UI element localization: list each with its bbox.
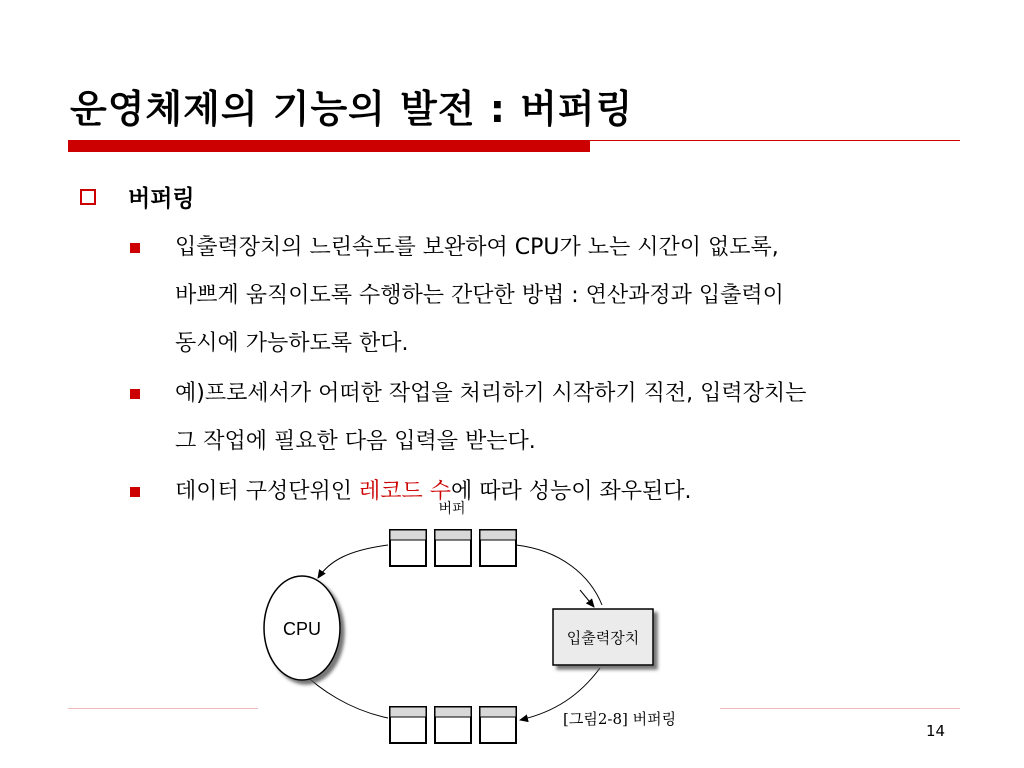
top-buffer-group — [390, 530, 516, 566]
bullet-2-line-1: 예)프로세서가 어떠한 작업을 처리하기 시작하기 직전, 입력장치는 — [175, 381, 807, 406]
level1-heading: 버퍼링 — [128, 186, 195, 212]
flow-arc-top-right — [516, 545, 602, 605]
slide-title: 운영체제의 기능의 발전 : 버퍼링 — [70, 87, 634, 131]
page-number: 14 — [926, 722, 946, 740]
record-count-highlight: 레코드 수 — [359, 479, 452, 504]
bullet-1-line-1: 입출력장치의 느린속도를 보완하여 CPU가 노는 시간이 없도록, — [175, 235, 779, 260]
bottom-buffer-group — [390, 707, 516, 743]
bullet-1-line-3: 동시에 가능하도록 한다. — [175, 331, 409, 356]
footer-rule-left — [68, 708, 258, 709]
bullet-3-suffix: 에 따라 성능이 좌우된다. — [451, 479, 692, 504]
bullet-3-prefix: 데이터 구성단위인 — [175, 479, 360, 504]
cpu-label: CPU — [282, 619, 322, 639]
bullet-2-line-2: 그 작업에 필요한 다음 입력을 받는다. — [175, 429, 536, 454]
io-device-label: 입출력장치 — [566, 629, 640, 647]
bullet-1-line-2: 바쁘게 움직이도록 수행하는 간단한 방법 : 연산과정과 입출력이 — [175, 283, 784, 308]
footer-rule-right — [720, 708, 960, 709]
buffer-label: 버퍼 — [438, 501, 466, 517]
figure-caption: [그림2-8] 버퍼링 — [563, 710, 677, 728]
flow-arc-top-left — [318, 545, 388, 578]
io-input-arrow — [580, 590, 594, 607]
